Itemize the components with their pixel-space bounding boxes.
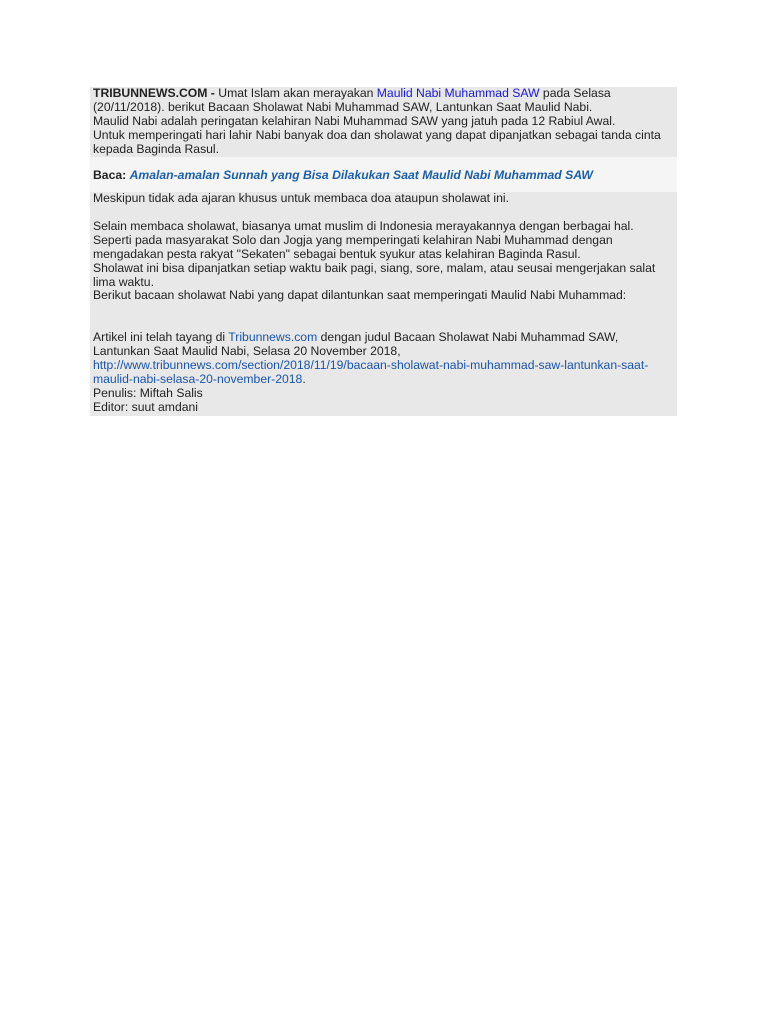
- tribunnews-link[interactable]: Tribunnews.com: [228, 330, 318, 345]
- body-paragraph-4: Sholawat ini bisa dipanjatkan setiap waktu baik pagi, siang, sore, malam, atau seusai mengerjakan salat lima waktu.: [93, 260, 656, 289]
- editor-credit: Editor: suut amdani: [93, 399, 199, 414]
- body-block: [90, 192, 677, 416]
- intro-paragraph: [93, 87, 674, 115]
- intro-line-2: Maulid Nabi adalah peringatan kelahiran Nabi Muhammad SAW yang jatuh pada 12 Rabiul Awal.: [93, 113, 616, 128]
- baca-related-link[interactable]: Amalan-amalan Sunnah yang Bisa Dilakukan Saat Maulid Nabi Muhammad SAW: [129, 167, 593, 182]
- intro-text-after: pada Selasa (20/11/2018). berikut Bacaan Sholawat Nabi Muhammad SAW, Lantunkan Saat Maulid Nabi.: [93, 86, 611, 114]
- baca-block: [90, 157, 677, 192]
- maulid-nabi-link[interactable]: Maulid Nabi Muhammad SAW: [376, 86, 540, 100]
- intro-block: [90, 87, 677, 157]
- spacer: [93, 206, 674, 220]
- body-paragraph-5: Berikut bacaan sholawat Nabi yang dapat dilantunkan saat memperingati Maulid Nabi Muhammad:: [93, 288, 627, 303]
- article-content: [90, 87, 677, 416]
- baca-label: Baca:: [93, 167, 127, 182]
- intro-line-3: Untuk memperingati hari lahir Nabi banyak doa dan sholawat yang dapat dipanjatkan sebagai tanda cinta kepada Baginda Rasul.: [93, 127, 661, 156]
- footer-prefix: Artikel ini telah tayang di: [93, 330, 229, 345]
- footer-middle: dengan judul Bacaan Sholawat Nabi Muhammad SAW, Lantunkan Saat Maulid Nabi, Selasa 20 November 2018,: [93, 330, 619, 359]
- body-paragraph-3: Seperti pada masyarakat Solo dan Jogja yang memperingati kelahiran Nabi Muhammad dengan mengadakan pesta rakyat "Sekaten" sebagai bentuk syukur atas kelahiran Baginda Rasul.: [93, 232, 613, 261]
- source-label: TRIBUNNEWS.COM -: [93, 86, 215, 100]
- spacer: [93, 303, 674, 331]
- source-footer: [93, 331, 674, 387]
- body-paragraph-1: Meskipun tidak ada ajaran khusus untuk membaca doa ataupun sholawat ini.: [93, 191, 509, 205]
- article-url-link[interactable]: http://www.tribunnews.com/section/2018/11/19/bacaan-sholawat-nabi-muhammad-saw-lantunkan-saat-maulid-nabi-selasa-20-november-2018: [93, 358, 649, 387]
- footer-suffix: .: [302, 372, 306, 387]
- writer-credit: Penulis: Miftah Salis: [93, 385, 203, 400]
- body-paragraph-2: Selain membaca sholawat, biasanya umat muslim di Indonesia merayakannya dengan berbagai hal.: [93, 218, 634, 233]
- intro-text-before: Umat Islam akan merayakan: [214, 86, 377, 100]
